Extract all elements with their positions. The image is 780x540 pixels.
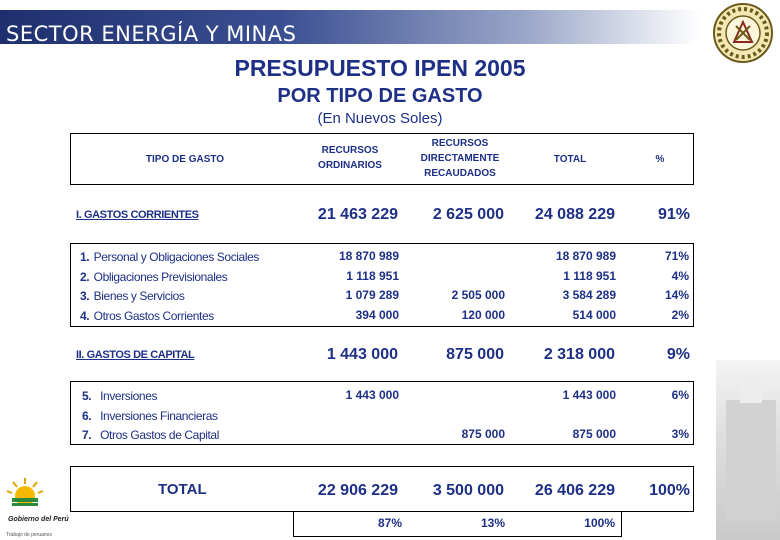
units-note: (En Nuevos Soles) xyxy=(317,110,443,127)
cell-pct: 71% xyxy=(664,249,689,263)
corrientes-ro-column xyxy=(295,247,399,325)
building-photo xyxy=(716,360,780,540)
cell-ro: 1 118 951 xyxy=(346,268,399,283)
header-pct: % xyxy=(655,154,665,165)
share-total: 100% xyxy=(584,516,615,530)
cell-rd xyxy=(400,386,505,406)
total-pct: 100% xyxy=(649,482,690,499)
capital-rd: 875 000 xyxy=(446,346,504,363)
item-number: 6. xyxy=(82,408,92,423)
corrientes-total-column xyxy=(510,247,616,325)
total-ro: 22 906 229 xyxy=(317,482,398,499)
list-item xyxy=(82,406,294,426)
cell-rd: 875 000 xyxy=(461,427,505,441)
total-total: 26 406 229 xyxy=(534,482,615,499)
logo-lettering: Gobierno del Perú xyxy=(8,516,69,523)
capital-total: 2 318 000 xyxy=(543,346,615,363)
cell-rd: 2 505 000 xyxy=(451,288,505,302)
corrientes-rd: 2 625 000 xyxy=(432,206,504,223)
cell-total: 18 870 989 xyxy=(555,249,616,263)
item-label: Inversiones xyxy=(100,389,158,403)
item-label: Bienes y Servicios xyxy=(93,289,185,303)
item-label: Otros Gastos de Capital xyxy=(100,428,219,442)
list-item xyxy=(80,306,292,326)
corrientes-label: I. GASTOS CORRIENTES xyxy=(76,209,199,221)
cell-ro xyxy=(295,425,399,445)
cell-total: 875 000 xyxy=(572,427,616,441)
corrientes-pct-column xyxy=(630,247,689,325)
capital-pct-column xyxy=(630,386,689,445)
share-rd: 13% xyxy=(480,516,505,530)
header-rd-1: RECURSOS xyxy=(431,138,489,149)
item-number: 1. xyxy=(80,250,90,264)
item-label: Inversiones Financieras xyxy=(100,408,218,423)
total-rd: 3 500 000 xyxy=(432,482,504,499)
item-label: Obligaciones Previsionales xyxy=(93,269,228,284)
cell-ro: 394 000 xyxy=(355,307,399,322)
gobierno-peru-logo-icon xyxy=(4,478,69,540)
cell-total: 1 118 951 xyxy=(563,268,616,283)
corrientes-ro: 21 463 229 xyxy=(317,206,398,223)
cell-total: 514 000 xyxy=(572,307,616,322)
corrientes-rd-column xyxy=(400,247,505,325)
banner-text: SECTOR ENERGÍA Y MINAS xyxy=(6,22,297,46)
capital-label: II. GASTOS DE CAPITAL xyxy=(76,349,195,361)
corrientes-items xyxy=(80,247,292,325)
capital-total-column xyxy=(510,386,616,445)
item-label: Otros Gastos Corrientes xyxy=(93,308,214,323)
page-title: PRESUPUESTO IPEN 2005 xyxy=(234,55,526,81)
list-item xyxy=(82,425,294,445)
header-ro-2: ORDINARIOS xyxy=(318,160,382,171)
cell-ro: 1 079 289 xyxy=(345,288,399,302)
cell-total xyxy=(510,406,616,426)
cell-total: 1 443 000 xyxy=(562,388,616,402)
list-item xyxy=(80,267,292,287)
cell-rd xyxy=(400,267,505,287)
cell-ro: 18 870 989 xyxy=(338,249,399,263)
item-number: 4. xyxy=(80,308,90,323)
total-label: TOTAL xyxy=(158,481,207,498)
cell-rd xyxy=(400,247,505,267)
share-ro: 87% xyxy=(377,516,402,530)
cell-total: 3 584 289 xyxy=(562,288,616,302)
cell-rd: 120 000 xyxy=(461,307,505,322)
header-rd-2: DIRECTAMENTE xyxy=(420,153,500,164)
capital-ro: 1 443 000 xyxy=(326,346,398,363)
cell-pct: 2% xyxy=(671,307,689,322)
cell-pct: 3% xyxy=(671,427,689,441)
item-number: 2. xyxy=(80,269,90,284)
logo-tagline: Trabajo de peruanos xyxy=(6,532,52,538)
capital-rd-column xyxy=(400,386,505,445)
header-ro-1: RECURSOS xyxy=(321,145,379,156)
header-tipo: TIPO DE GASTO xyxy=(145,154,225,165)
item-label: Personal y Obligaciones Sociales xyxy=(93,250,259,264)
cell-pct: 6% xyxy=(671,388,689,402)
list-item xyxy=(80,247,292,267)
cell-pct: 4% xyxy=(671,268,689,283)
cell-ro: 1 443 000 xyxy=(345,388,399,402)
corrientes-pct: 91% xyxy=(657,206,690,223)
list-item xyxy=(82,386,294,406)
cell-pct: 14% xyxy=(664,288,689,302)
corrientes-total: 24 088 229 xyxy=(534,206,615,223)
cell-ro xyxy=(295,406,399,426)
capital-ro-column xyxy=(295,386,399,445)
item-number: 5. xyxy=(82,389,92,403)
item-number: 7. xyxy=(82,428,92,442)
sector-banner xyxy=(0,10,700,44)
item-number: 3. xyxy=(80,289,90,303)
capital-items xyxy=(82,386,294,445)
cell-pct xyxy=(630,406,689,426)
cell-rd xyxy=(400,406,505,426)
header-total: TOTAL xyxy=(553,154,587,165)
page-subtitle: POR TIPO DE GASTO xyxy=(277,85,483,107)
header-rd-3: RECAUDADOS xyxy=(424,168,496,179)
list-item xyxy=(80,286,292,306)
capital-pct: 9% xyxy=(666,346,690,363)
